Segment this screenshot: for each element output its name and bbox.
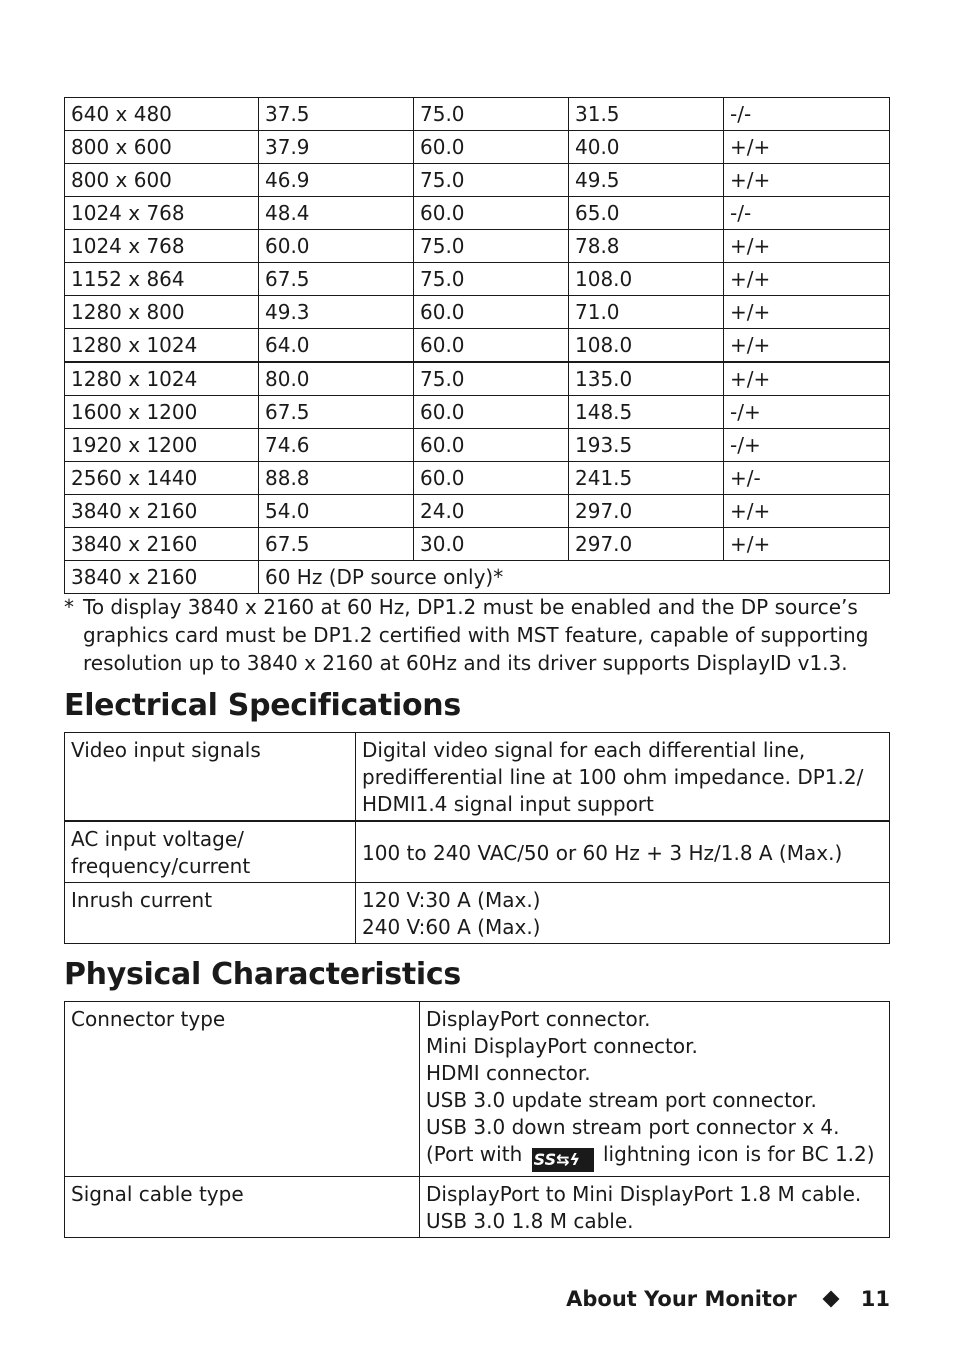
table-cell: 60.0 xyxy=(414,197,569,230)
table-cell: 67.5 xyxy=(259,396,414,429)
table-cell: +/+ xyxy=(724,495,890,528)
table-cell: 31.5 xyxy=(569,98,724,131)
table-cell: 1280 x 1024 xyxy=(65,329,259,363)
table-cell: 75.0 xyxy=(414,98,569,131)
table-cell: 24.0 xyxy=(414,495,569,528)
table-cell: 49.3 xyxy=(259,296,414,329)
page-footer xyxy=(566,1287,890,1311)
table-row xyxy=(65,561,890,594)
table-cell: 1152 x 864 xyxy=(65,263,259,296)
table-cell: +/+ xyxy=(724,329,890,363)
table-cell: 108.0 xyxy=(569,329,724,363)
table-cell: 135.0 xyxy=(569,362,724,396)
table-row xyxy=(65,1177,890,1238)
table-cell: 48.4 xyxy=(259,197,414,230)
table-row xyxy=(65,462,890,495)
table-cell: +/+ xyxy=(724,528,890,561)
physical-characteristics-heading: Physical Characteristics xyxy=(64,957,461,992)
table-cell: 297.0 xyxy=(569,495,724,528)
table-cell: -/- xyxy=(724,197,890,230)
connector-line: HDMI connector. xyxy=(426,1061,591,1085)
table-row xyxy=(65,733,890,822)
table-row xyxy=(65,131,890,164)
diamond-icon xyxy=(822,1291,839,1308)
table-cell: 75.0 xyxy=(414,164,569,197)
table-cell: +/+ xyxy=(724,230,890,263)
physical-characteristics-table xyxy=(64,1001,890,1238)
inrush-current-value xyxy=(356,883,890,944)
page-number: 11 xyxy=(860,1287,890,1311)
table-cell: 2560 x 1440 xyxy=(65,462,259,495)
table-cell: 3840 x 2160 xyxy=(65,561,259,594)
table-cell: +/+ xyxy=(724,362,890,396)
table-cell: 71.0 xyxy=(569,296,724,329)
ac-input-label: AC input voltage/ frequency/current xyxy=(65,821,356,883)
table-row xyxy=(65,1002,890,1177)
table-cell: 75.0 xyxy=(414,230,569,263)
electrical-specifications-heading: Electrical Specifications xyxy=(64,688,461,723)
table-cell: 640 x 480 xyxy=(65,98,259,131)
table-cell: 78.8 xyxy=(569,230,724,263)
timing-table-body xyxy=(65,98,890,594)
table-cell: 80.0 xyxy=(259,362,414,396)
connector-line: USB 3.0 down stream port connector x 4. xyxy=(426,1115,840,1139)
cable-line: USB 3.0 1.8 M cable. xyxy=(426,1209,634,1233)
video-input-label: Video input signals xyxy=(65,733,356,822)
table-cell: 800 x 600 xyxy=(65,164,259,197)
table-cell: 67.5 xyxy=(259,263,414,296)
connector-line: Mini DisplayPort connector. xyxy=(426,1034,698,1058)
footnote-marker: * xyxy=(64,595,74,619)
connector-line-prefix: (Port with xyxy=(426,1142,523,1166)
cable-line: DisplayPort to Mini DisplayPort 1.8 M cable. xyxy=(426,1182,862,1206)
electrical-specifications-table xyxy=(64,732,890,944)
connector-line-suffix: lightning icon is for BC 1.2) xyxy=(602,1142,875,1166)
table-cell: +/+ xyxy=(724,296,890,329)
table-cell: 54.0 xyxy=(259,495,414,528)
table-row xyxy=(65,197,890,230)
table-row xyxy=(65,883,890,944)
table-cell: 75.0 xyxy=(414,263,569,296)
table-row xyxy=(65,429,890,462)
table-cell: 49.5 xyxy=(569,164,724,197)
table-cell: 148.5 xyxy=(569,396,724,429)
table-cell: 60.0 xyxy=(414,429,569,462)
table-cell: 108.0 xyxy=(569,263,724,296)
table-cell: 30.0 xyxy=(414,528,569,561)
table-cell: 800 x 600 xyxy=(65,131,259,164)
table-cell: 60.0 xyxy=(414,396,569,429)
table-cell: 297.0 xyxy=(569,528,724,561)
connector-line-bc xyxy=(426,1141,883,1172)
table-cell: 40.0 xyxy=(569,131,724,164)
ac-input-value: 100 to 240 VAC/50 or 60 Hz + 3 Hz/1.8 A (Max.) xyxy=(356,821,890,883)
inrush-line: 240 V:60 A (Max.) xyxy=(362,915,541,939)
table-row xyxy=(65,821,890,883)
inrush-current-label: Inrush current xyxy=(65,883,356,944)
table-row xyxy=(65,296,890,329)
usb-superspeed-lightning-icon: SS⇆ϟ xyxy=(532,1148,594,1172)
table-cell: 88.8 xyxy=(259,462,414,495)
table-cell: 1280 x 1024 xyxy=(65,362,259,396)
footer-section-title: About Your Monitor xyxy=(566,1287,797,1311)
table-row xyxy=(65,495,890,528)
table-cell: 1024 x 768 xyxy=(65,197,259,230)
connector-type-label: Connector type xyxy=(65,1002,420,1177)
table-cell: -/- xyxy=(724,98,890,131)
table-cell: 1920 x 1200 xyxy=(65,429,259,462)
table-cell: 1024 x 768 xyxy=(65,230,259,263)
table-cell: 3840 x 2160 xyxy=(65,528,259,561)
table-cell: 3840 x 2160 xyxy=(65,495,259,528)
table-cell: +/+ xyxy=(724,164,890,197)
table-cell-note: 60 Hz (DP source only)* xyxy=(259,561,890,594)
connector-line: DisplayPort connector. xyxy=(426,1007,651,1031)
table-row xyxy=(65,164,890,197)
footnote-text: To display 3840 x 2160 at 60 Hz, DP1.2 must be enabled and the DP source’s graphics card must be DP1.2 certified with MST feature, capable of supporting resolution up to 3840 x 2160 at 60Hz and its driver supports DisplayID v1.3. xyxy=(83,595,869,675)
table-cell: 60.0 xyxy=(259,230,414,263)
table-cell: 1600 x 1200 xyxy=(65,396,259,429)
connector-line: USB 3.0 update stream port connector. xyxy=(426,1088,817,1112)
table-cell: +/+ xyxy=(724,131,890,164)
table-row xyxy=(65,362,890,396)
table-cell: +/- xyxy=(724,462,890,495)
table-cell: 46.9 xyxy=(259,164,414,197)
table-cell: -/+ xyxy=(724,429,890,462)
connector-type-value xyxy=(420,1002,890,1177)
video-input-value: Digital video signal for each differential line, predifferential line at 100 ohm impedance. DP1.2/ HDMI1.4 signal input support xyxy=(356,733,890,822)
table-row xyxy=(65,98,890,131)
table-cell: 60.0 xyxy=(414,462,569,495)
table-cell: 37.9 xyxy=(259,131,414,164)
table-cell: 37.5 xyxy=(259,98,414,131)
table-cell: 193.5 xyxy=(569,429,724,462)
table-cell: 75.0 xyxy=(414,362,569,396)
table-cell: +/+ xyxy=(724,263,890,296)
table-cell: 60.0 xyxy=(414,296,569,329)
table-cell: 67.5 xyxy=(259,528,414,561)
table-row xyxy=(65,230,890,263)
table-cell: 74.6 xyxy=(259,429,414,462)
inrush-line: 120 V:30 A (Max.) xyxy=(362,888,541,912)
table-row xyxy=(65,263,890,296)
signal-cable-label: Signal cable type xyxy=(65,1177,420,1238)
table-row xyxy=(65,528,890,561)
table-cell: 60.0 xyxy=(414,131,569,164)
table-cell: 241.5 xyxy=(569,462,724,495)
footnote xyxy=(64,593,894,677)
table-cell: 65.0 xyxy=(569,197,724,230)
table-cell: 1280 x 800 xyxy=(65,296,259,329)
table-row xyxy=(65,329,890,363)
table-row xyxy=(65,396,890,429)
table-cell: 60.0 xyxy=(414,329,569,363)
timing-table xyxy=(64,97,890,594)
signal-cable-value xyxy=(420,1177,890,1238)
table-cell: -/+ xyxy=(724,396,890,429)
table-cell: 64.0 xyxy=(259,329,414,363)
